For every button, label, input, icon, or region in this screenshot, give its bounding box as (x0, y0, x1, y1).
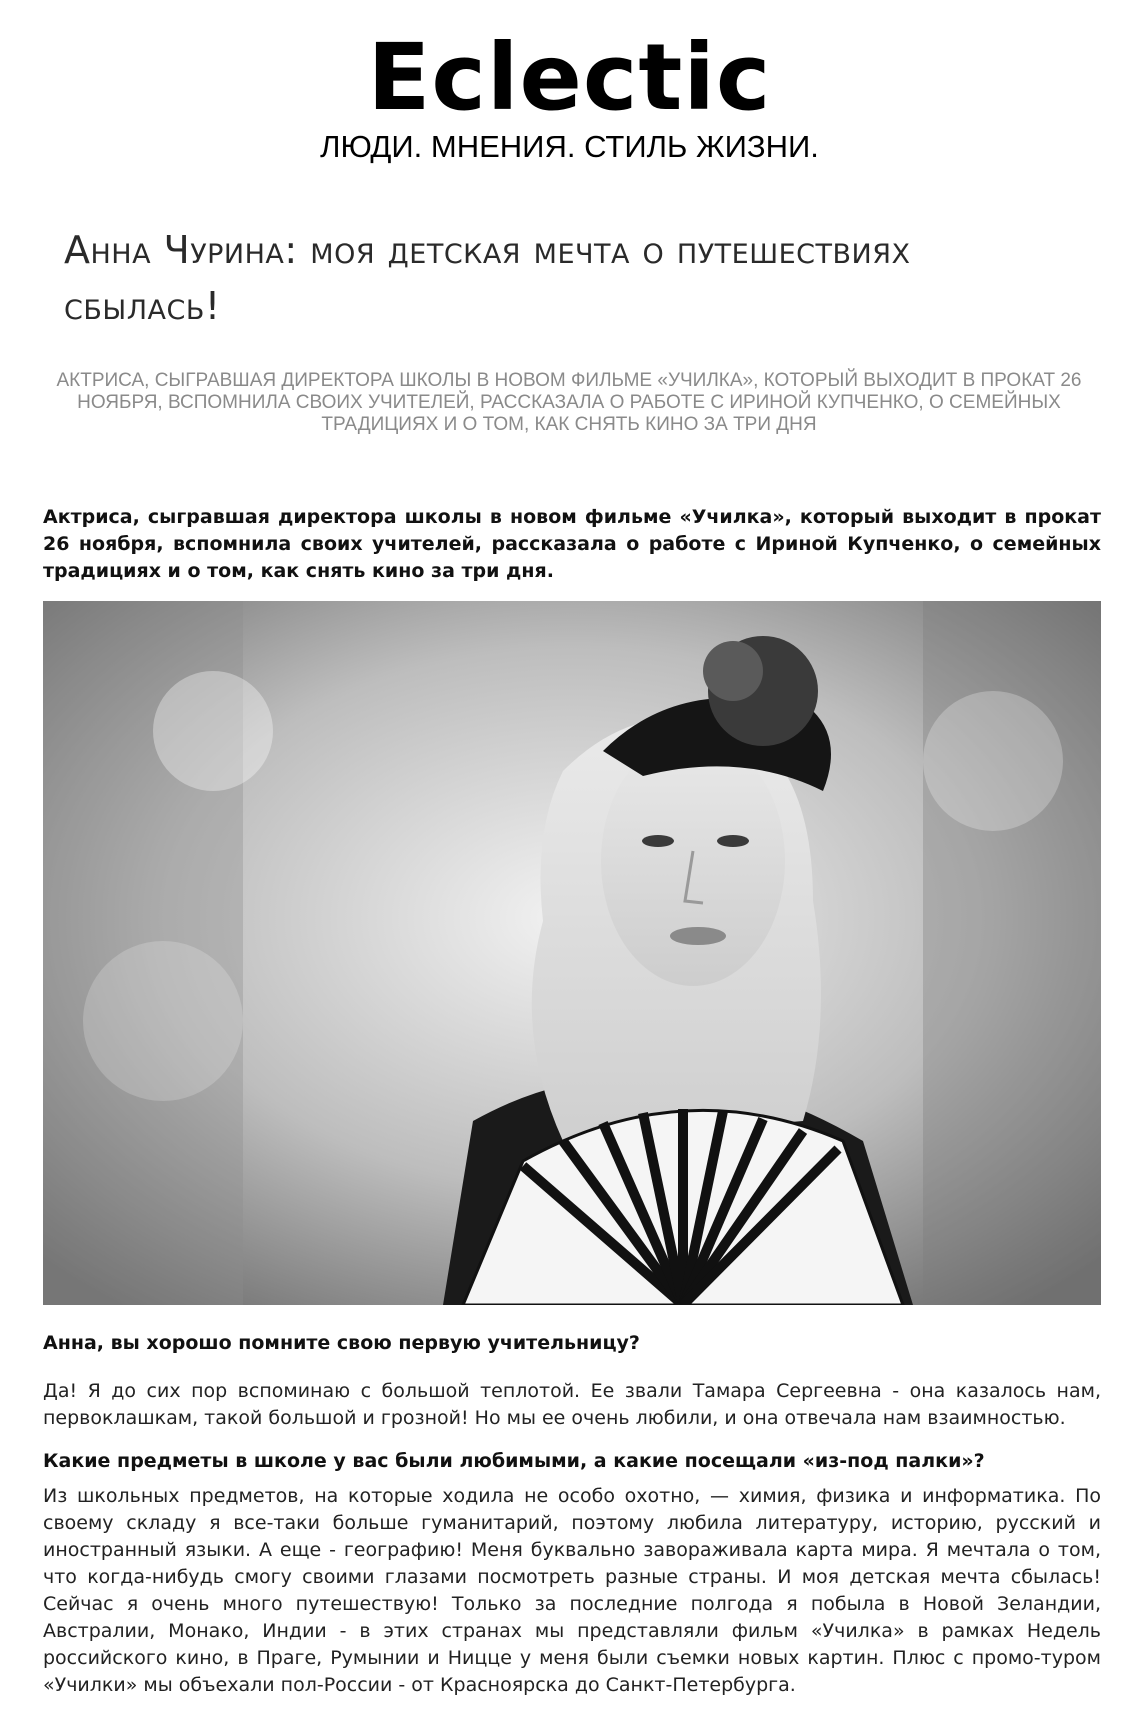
interview-question: Какие предметы в школе у вас были любимыми, а какие посещали «из-под палки»? (43, 1450, 985, 1472)
article-photo (43, 601, 1101, 1305)
interview-question: Анна, вы хорошо помните свою первую учительницу? (43, 1332, 640, 1354)
masthead (0, 24, 1139, 164)
site-logo[interactable]: Eclectic (367, 24, 772, 131)
article-lead: АКТРИСА, СЫГРАВШАЯ ДИРЕКТОРА ШКОЛЫ В НОВОМ ФИЛЬМЕ «УЧИЛКА», КОТОРЫЙ ВЫХОДИТ В ПРОКАТ 26 НОЯБРЯ, ВСПОМНИЛА СВОИХ УЧИТЕЛЕЙ, РАССКАЗАЛА О РАБОТЕ С ИРИНОЙ КУПЧЕНКО, О СЕМЕЙНЫХ ТРАДИЦИЯХ И О ТОМ, КАК СНЯТЬ КИНО ЗА ТРИ ДНЯ (56, 370, 1082, 435)
site-tagline: ЛЮДИ. МНЕНИЯ. СТИЛЬ ЖИЗНИ. (320, 129, 819, 164)
interview-answer: Из школьных предметов, на которые ходила не особо охотно, — химия, физика и информатика. По своему складу я все-таки больше гуманитарий, поэтому любила литературу, историю, русский и иностранный языки. А еще - географию! Меня буквально завораживала карта мира. Я мечтала о том, что когда-нибудь смогу своими глазами посмотреть разные страны. И моя детская мечта сбылась! Сейчас я очень много путешествую! Только за последние полгода я побыла в Новой Зеландии, Австралии, Монако, Индии - в этих странах мы представляли фильм «Училка» в рамках Недель российского кино, в Праге, Румынии и Ницце у меня были съемки новых картин. Плюс с промо-туром «Училки» мы объехали пол-России - от Красноярска до Санкт-Петербурга. (43, 1485, 1101, 1696)
article-intro: Актриса, сыгравшая директора школы в новом фильме «Училка», который выходит в прокат 26 ноября, вспомнила своих учителей, рассказала о работе с Ириной Купченко, о семейных традициях и о том, как снять кино за три дня. (43, 506, 1101, 582)
article-title: Анна Чурина: моя детская мечта о путешествиях сбылась! (64, 228, 911, 328)
interview-answer: Да! Я до сих пор вспоминаю с большой теплотой. Ее звали Тамара Сергеевна - она казалось нам, первоклашкам, такой большой и грозной! Но мы ее очень любили, и она отвечала нам взаимностью. (43, 1380, 1101, 1429)
